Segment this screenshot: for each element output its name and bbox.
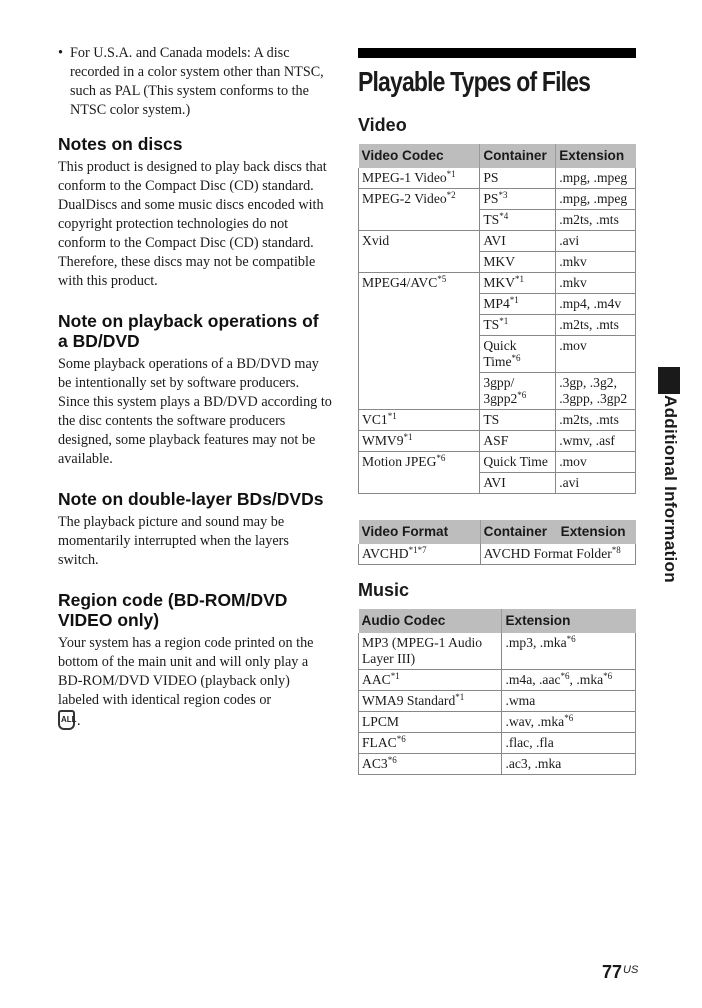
table-row — [359, 670, 636, 691]
extension-cell: .avi — [556, 231, 636, 252]
section-paragraph: DualDiscs and some music discs encoded with copyright protection technologies do not conform to the Compact Disc (CD) standard. Therefore, these discs may not be compatible with this product. — [58, 197, 324, 289]
extension-cell: .m2ts, .mts — [556, 315, 636, 336]
table-row — [359, 210, 636, 231]
region-mark-label: ALL — [61, 715, 77, 724]
codec-cell: MP3 (MPEG-1 Audio Layer III) — [359, 633, 502, 670]
codec-cell: WMV9$^{*1}$ — [359, 431, 480, 452]
table-row — [359, 473, 636, 494]
extension-cell: .m4a, .aac$^{*6}$, .mka$^{*6}$ — [502, 670, 636, 691]
section-paragraph: This product is designed to play back discs that conform to the Compact Disc (CD) standard. — [58, 159, 327, 194]
section-heading: Note on playback operations of a BD/DVD — [58, 311, 319, 351]
table-header-row — [359, 520, 636, 544]
video-codec-table — [358, 144, 636, 494]
section-playback-operations — [58, 311, 332, 469]
header-extension: Extension — [560, 524, 626, 539]
extension-cell: .avi — [556, 473, 636, 494]
codec-cell — [359, 252, 480, 273]
container-cell: MKV — [480, 252, 556, 273]
table-row — [359, 691, 636, 712]
table-row — [359, 410, 636, 431]
left-column — [58, 44, 332, 751]
section-paragraph: The playback picture and sound may be momentarily interrupted when the layers switch. — [58, 514, 289, 568]
section-region-code — [58, 590, 332, 731]
container-cell: PS$^{*3}$ — [480, 189, 556, 210]
table-row — [359, 231, 636, 252]
section-double-layer — [58, 489, 332, 570]
extension-cell: .flac, .fla — [502, 733, 636, 754]
container-cell: AVI — [480, 231, 556, 252]
codec-cell — [359, 473, 480, 494]
table-row — [359, 754, 636, 775]
page-number: $77^{US}$ — [602, 962, 639, 982]
header-container: Container — [480, 144, 556, 168]
table-row — [359, 712, 636, 733]
video-heading: Video — [358, 115, 407, 135]
container-cell: MP4$^{*1}$ — [480, 294, 556, 315]
format-cell: $AVCHD^{*1*7}$ — [359, 544, 481, 565]
table-row — [359, 452, 636, 473]
container-cell: AVI — [480, 473, 556, 494]
extension-cell: .wmv, .asf — [556, 431, 636, 452]
bullet-note — [58, 44, 332, 120]
codec-cell — [359, 373, 480, 410]
header-container-extension — [480, 520, 635, 544]
region-text: Your system has a region code printed on the bottom of the main unit and will only play a BD-ROM/DVD VIDEO (playback only) labeled with identical region codes or — [58, 635, 314, 708]
codec-cell: FLAC$^{*6}$ — [359, 733, 502, 754]
codec-cell: VC1$^{*1}$ — [359, 410, 480, 431]
codec-cell: MPEG-2 Video$^{*2}$ — [359, 189, 480, 210]
table-row — [359, 336, 636, 373]
container-cell: MKV$^{*1}$ — [480, 273, 556, 294]
region-all-icon — [58, 710, 75, 730]
table-row — [359, 294, 636, 315]
table-header-row — [359, 144, 636, 168]
table-row — [359, 373, 636, 410]
header-video-codec: Video Codec — [359, 144, 480, 168]
container-cell: TS — [480, 410, 556, 431]
table-header-row — [359, 609, 636, 633]
codec-cell: Motion JPEG$^{*6}$ — [359, 452, 480, 473]
header-video-format: Video Format — [359, 520, 481, 544]
container-cell: 3gpp/ 3gpp2$^{*6}$ — [480, 373, 556, 410]
container-cell: TS$^{*1}$ — [480, 315, 556, 336]
codec-cell: MPEG-1 Video$^{*1}$ — [359, 168, 480, 189]
table-row — [359, 733, 636, 754]
section-paragraph: Some playback operations of a BD/DVD may be intentionally set by software producers. Since this system plays a BD/DVD according to the disc contents the software producers designed, some playback features may not be available. — [58, 356, 332, 467]
page-title: Playable Types of Files — [358, 66, 591, 97]
table-row — [359, 168, 636, 189]
bullet-text: For U.S.A. and Canada models: A disc recorded in a color system other than NTSC, such as PAL (This system conforms to the NTSC color system.) — [70, 45, 324, 118]
section-tab-marker — [658, 367, 680, 394]
side-tab-label: Additional Information — [661, 395, 680, 583]
section-heading: Notes on discs — [58, 134, 183, 154]
section-paragraph: Your system has a region code printed on the bottom of the main unit and will only play a BD-ROM/DVD VIDEO (playback only) labeled with identical region codes or ALL . — [58, 635, 314, 729]
extension-cell: .mp4, .m4v — [556, 294, 636, 315]
codec-cell — [359, 336, 480, 373]
table-row — [359, 633, 636, 670]
header-extension: Extension — [502, 609, 636, 633]
extension-cell: .ac3, .mka — [502, 754, 636, 775]
container-cell: PS — [480, 168, 556, 189]
table-row — [359, 544, 636, 565]
container-cell: Quick Time — [480, 452, 556, 473]
codec-cell — [359, 210, 480, 231]
extension-cell: .mov — [556, 336, 636, 373]
codec-cell: AAC$^{*1}$ — [359, 670, 502, 691]
extension-cell: .mov — [556, 452, 636, 473]
header-extension: Extension — [556, 144, 636, 168]
table-row — [359, 431, 636, 452]
header-audio-codec: Audio Codec — [359, 609, 502, 633]
extension-cell: .mkv — [556, 252, 636, 273]
codec-cell: Xvid — [359, 231, 480, 252]
codec-cell: AC3$^{*6}$ — [359, 754, 502, 775]
codec-cell: MPEG4/AVC$^{*5}$ — [359, 273, 480, 294]
extension-cell: .mpg, .mpeg — [556, 189, 636, 210]
container-cell: ASF — [480, 431, 556, 452]
extension-cell: .mkv — [556, 273, 636, 294]
container-cell: Quick Time$^{*6}$ — [480, 336, 556, 373]
extension-cell: .wma — [502, 691, 636, 712]
table-row — [359, 189, 636, 210]
codec-cell — [359, 315, 480, 336]
video-format-table — [358, 520, 636, 565]
section-heading: Region code (BD-ROM/DVD VIDEO only) — [58, 590, 288, 630]
title-rule — [358, 48, 636, 58]
table-row — [359, 315, 636, 336]
section-heading: Note on double-layer BDs/DVDs — [58, 489, 324, 509]
table-row — [359, 273, 636, 294]
bullet-dot: • — [58, 45, 63, 61]
container-cell: AVCHD Format Folder$^{*8}$ — [480, 544, 635, 565]
extension-cell: .wav, .mka$^{*6}$ — [502, 712, 636, 733]
header-container: Container — [483, 524, 548, 539]
extension-cell: .mpg, .mpeg — [556, 168, 636, 189]
extension-cell: .mp3, .mka$^{*6}$ — [502, 633, 636, 670]
extension-cell: .m2ts, .mts — [556, 410, 636, 431]
container-cell: TS$^{*4}$ — [480, 210, 556, 231]
audio-codec-table — [358, 609, 636, 775]
right-column — [358, 48, 638, 775]
section-notes-on-discs — [58, 134, 332, 291]
codec-cell — [359, 294, 480, 315]
extension-cell: .3gp, .3g2, .3gpp, .3gp2 — [556, 373, 636, 410]
table-row — [359, 252, 636, 273]
extension-cell: .m2ts, .mts — [556, 210, 636, 231]
music-heading: Music — [358, 580, 410, 600]
codec-cell: WMA9 Standard$^{*1}$ — [359, 691, 502, 712]
codec-cell: LPCM — [359, 712, 502, 733]
